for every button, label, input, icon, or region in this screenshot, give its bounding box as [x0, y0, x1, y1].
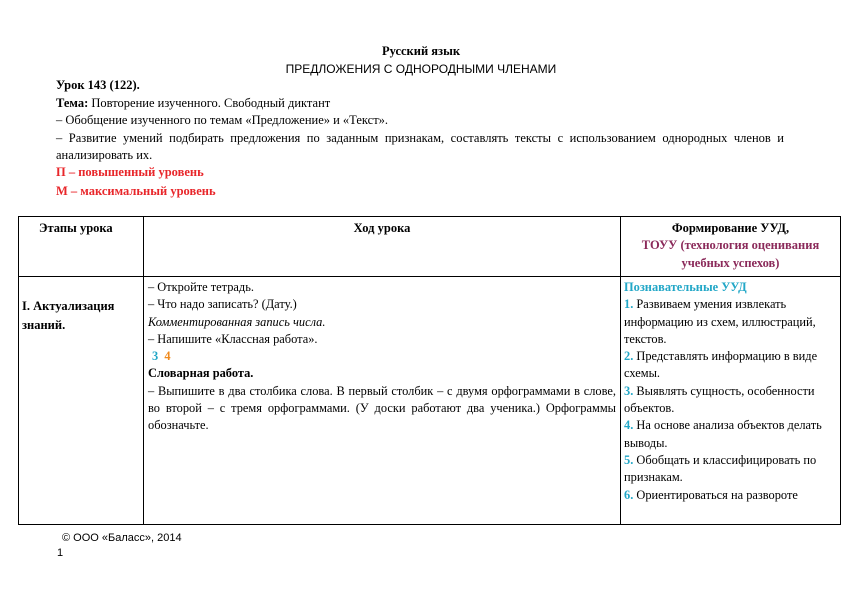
copyright: © ООО «Баласс», 2014 — [62, 532, 182, 544]
lesson-theme — [56, 96, 330, 111]
theme-text: Повторение изученного. Свободный диктант — [88, 96, 331, 110]
uud-item-number: 1. — [624, 297, 634, 312]
theme-label: Тема: — [56, 96, 89, 110]
table-row — [19, 277, 841, 525]
header-course: Ход урока — [144, 217, 621, 277]
subject-title: Русский язык — [381, 44, 461, 58]
header-touu-label: ТОУУ (технология оценивания учебных успехов) — [641, 238, 820, 270]
vocab-heading: Словарная работа. — [148, 366, 254, 381]
course-cell — [144, 277, 621, 525]
uud-item-text: Ориентироваться на развороте — [633, 487, 798, 502]
goal-2: – Развитие умений подбирать предложения по заданным признакам, составлять тексты с использованием однородных членов и анализировать их. — [56, 131, 784, 162]
header-uud-label: Формирование УУД, — [671, 221, 790, 235]
lesson-plan-table — [18, 216, 841, 525]
level-p: П – повышенный уровень — [56, 165, 204, 179]
vocab-task: – Выпишите в два столбика слова. В первый столбик – с двумя орфограммами в слове, во второй – с тремя орфограммами. (У доски работают два ученика.) Орфограммы обозначьте. — [148, 383, 616, 433]
uud-list — [624, 296, 840, 504]
level-m: М – максимальный уровень — [56, 184, 216, 198]
uud-item-text: Представлять информацию в виде схемы. — [624, 349, 818, 381]
course-line-4: – Напишите «Классная работа». — [148, 331, 318, 346]
header-stages: Этапы урока — [19, 217, 144, 277]
uud-item-text: На основе анализа объектов делать выводы. — [624, 418, 822, 450]
course-line-1: – Откройте тетрадь. — [148, 280, 254, 294]
uud-item-number: 4. — [624, 418, 634, 433]
course-line-2: – Что надо записать? (Дату.) — [148, 297, 297, 312]
uud-item — [624, 348, 840, 383]
uud-item — [624, 417, 840, 452]
uud-item — [624, 296, 840, 348]
lesson-number: Урок 143 (122). — [56, 78, 140, 92]
uud-item-text: Выявлять сущность, особенности объектов. — [624, 383, 815, 416]
level-number-3: 3 — [152, 349, 159, 364]
uud-title: Познавательные УУД — [624, 280, 747, 294]
goal-1: – Обобщение изученного по темам «Предложение» и «Текст». — [56, 113, 389, 127]
uud-item — [624, 487, 840, 504]
header-uud — [621, 217, 841, 277]
uud-item-number: 2. — [624, 349, 634, 364]
table-header-row — [19, 217, 841, 277]
uud-item-number: 5. — [624, 452, 634, 467]
level-number-4: 4 — [164, 349, 171, 364]
uud-item — [624, 383, 840, 418]
stage-cell: I. Актуализация знаний. — [19, 277, 144, 525]
uud-item — [624, 452, 840, 487]
uud-item-number: 6. — [624, 487, 634, 502]
page-number: 1 — [57, 547, 64, 559]
uud-item-text: Обобщать и классифицировать по признакам. — [624, 452, 817, 485]
uud-item-text: Развиваем умения извлекать информацию из схем, иллюстраций, текстов. — [624, 297, 816, 346]
level-numbers — [148, 348, 616, 365]
uud-item-number: 3. — [624, 383, 634, 398]
course-line-3: Комментированная запись числа. — [148, 314, 326, 329]
uud-cell — [621, 277, 841, 525]
topic-title: ПРЕДЛОЖЕНИЯ С ОДНОРОДНЫМИ ЧЛЕНАМИ — [285, 62, 557, 76]
